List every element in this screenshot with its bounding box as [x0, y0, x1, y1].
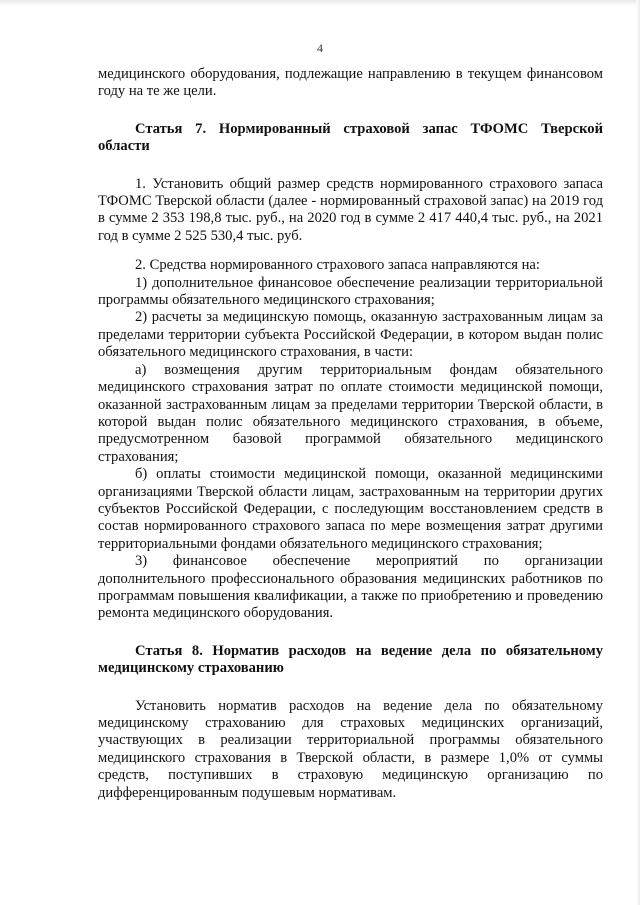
document-body	[98, 66, 603, 802]
article-7-item-1: 1) дополнительное финансовое обеспечение реализации территориальной программы обязательного медицинского страхования;	[98, 274, 603, 309]
article-8-paragraph-1: Установить норматив расходов на ведение дела по обязательному медицинскому страхованию для страховых медицинских организаций, участвующих в реализации территориальной программы обязательного медицинского страхования в Тверской области, в размере 1,0% от суммы средств, поступивших в страховую медицинскую организацию по дифференцированным подушевым нормативам.	[98, 697, 603, 801]
article-7-paragraph-1: 1. Установить общий размер средств нормированного страхового запаса ТФОМС Тверской области (далее - нормированный страховой запас) на 2019 год в сумме 2 353 198,8 тыс. руб., на 2020 год в сумме 2 417 440,4 тыс. руб., на 2021 год в сумме 2 525 530,4 тыс. руб.	[98, 175, 603, 244]
article-7-item-3: 3) финансовое обеспечение мероприятий по организации дополнительного профессионального образования медицинских работников по программам повышения квалификации, а также по приобретению и проведению ремонта медицинского оборудования.	[98, 553, 603, 622]
article-7-subitem-a: а) возмещения другим территориальным фондам обязательного медицинского страхования затрат по оплате стоимости медицинской помощи, оказанной застрахованным лицам за пределами территории Тверской области, в которой выдан полис обязательного медицинского страхования, в объеме, предусмотренном базовой программой обязательного медицинского страхования;	[98, 361, 603, 465]
article-7-paragraph-2: 2. Средства нормированного страхового запаса направляются на:	[135, 257, 540, 274]
continuation-paragraph: медицинского оборудования, подлежащие направлению в текущем финансовом году на те же цели.	[98, 66, 603, 100]
article-8-heading: Статья 8. Норматив расходов на ведение дела по обязательному медицинскому страхованию	[98, 642, 603, 677]
article-7-item-2: 2) расчеты за медицинскую помощь, оказанную застрахованным лицам за пределами территории субъекта Российской Федерации, в котором выдан полис обязательного медицинского страхования, в части:	[98, 309, 603, 361]
scan-edge-right	[636, 0, 640, 905]
page-number: 4	[317, 41, 323, 55]
article-7-heading: Статья 7. Нормированный страховой запас ТФОМС Тверской области	[98, 120, 603, 155]
article-7-subitem-b: б) оплаты стоимости медицинской помощи, оказанной медицинскими организациями Тверской области лицам, застрахованным на территории других субъектов Российской Федерации, с последующим восстановлением средств в состав нормированного страхового запаса по мере возмещения затрат другими территориальными фондами обязательного медицинского страхования;	[98, 466, 603, 552]
scan-edge-top	[0, 0, 640, 6]
